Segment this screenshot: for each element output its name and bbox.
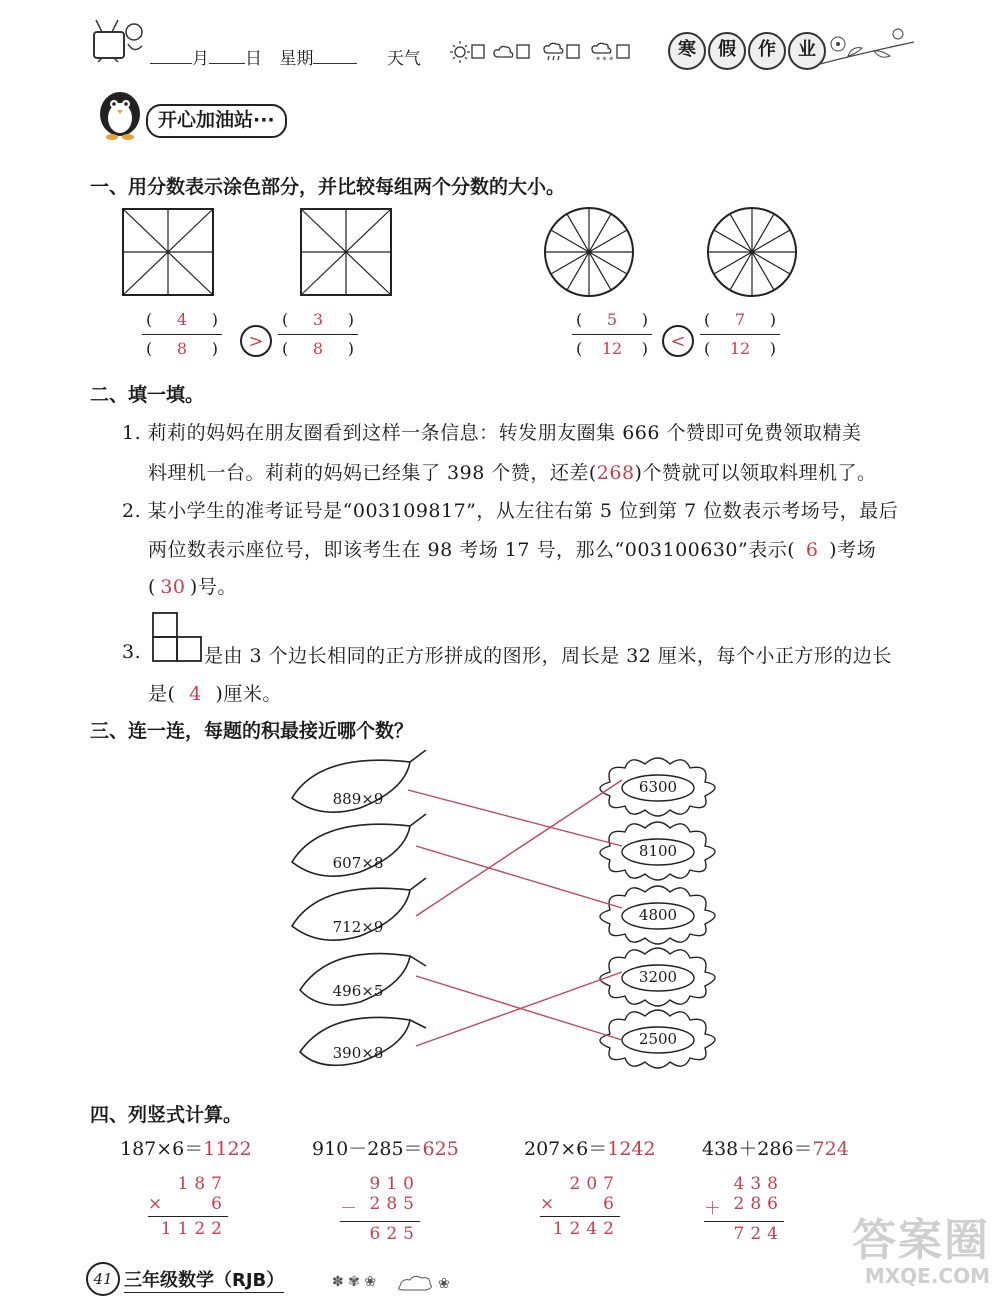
banner-title: 开心加油站···: [146, 104, 287, 138]
leaf-label-4: 496×5: [332, 982, 384, 1000]
calc-expr-1: 187×6＝1122: [120, 1138, 252, 1160]
q3-number: 3.: [122, 641, 142, 663]
brand-char-3: 作: [748, 32, 786, 70]
fraction-1a: ( 4 ) ( 8 ): [142, 310, 222, 358]
fraction-2b: ( 7 ) ( 12 ): [700, 310, 780, 358]
q1-line1: 1. 莉莉的妈妈在朋友圈看到这样一条信息：转发朋友圈集 666 个赞即可免费领取精美: [122, 422, 862, 444]
footer-decoration-icon: [330, 1268, 460, 1294]
calc-expr-2: 910－285＝625: [312, 1138, 459, 1160]
watermark-url: MXQE.COM: [864, 1264, 990, 1288]
flower-label-3: 4800: [638, 906, 678, 924]
date-line: 月 日 星期 天气: [150, 44, 421, 69]
q2-answer-1: 6: [805, 539, 819, 561]
leaf-label-5: 390×8: [332, 1044, 384, 1062]
fraction-2a: ( 5 ) ( 12 ): [572, 310, 652, 358]
watermark-logo: [800, 1204, 990, 1288]
vertical-calc-4: 438 ＋ 286 724: [704, 1174, 784, 1244]
calc-expr-4: 438＋286＝724: [702, 1138, 849, 1160]
flower-label-2: 8100: [638, 842, 678, 860]
vertical-calc-2: 910 － 285 625: [340, 1174, 420, 1244]
q2-line1: 2. 某小学生的准考证号是“003109817”，从左往右第 5 位到第 7 位数表示考场号，最后: [122, 500, 899, 522]
flower-label-5: 2500: [638, 1030, 678, 1048]
section1-title: 一、用分数表示涂色部分，并比较每组两个分数的大小。: [90, 176, 566, 198]
cloudy-icon: [494, 45, 529, 58]
brand-stamp: [668, 32, 826, 70]
q3-line2: 是( 4 )厘米。: [148, 683, 282, 705]
rainy-icon: [544, 43, 579, 60]
leaf-label-2: 607×8: [332, 854, 384, 872]
section2-title: 二、填一填。: [90, 384, 205, 406]
leaf-label-1: 889×9: [332, 790, 384, 808]
q3-line1: 是由 3 个边长相同的正方形拼成的图形，周长是 32 厘米，每个小正方形的边长: [204, 645, 892, 667]
sunny-icon: [450, 41, 484, 63]
match-line-889x9: [408, 790, 622, 846]
flower-label-4: 3200: [638, 968, 678, 986]
brand-char-1: 寒: [668, 32, 706, 70]
svg-text:* * *: * * *: [596, 56, 614, 64]
vertical-calc-3: 207 × 6 1242: [540, 1174, 620, 1239]
q1-answer: 268: [596, 462, 635, 484]
tv-mascot-icon: [88, 14, 148, 70]
svg-text:❀: ❀: [438, 1276, 450, 1292]
brand-char-2: 假: [708, 32, 746, 70]
calc-expr-3: 207×6＝1242: [524, 1138, 656, 1160]
compare-symbol-1: >: [240, 325, 272, 357]
section4-title: 四、列竖式计算。: [90, 1104, 243, 1126]
page-number: 41: [93, 1270, 113, 1288]
match-line-496x5: [416, 976, 622, 1040]
q2-line3: ( 30 )号。: [148, 576, 237, 598]
circle-figure-1: [543, 206, 635, 302]
flower-label-1: 6300: [638, 778, 678, 796]
vertical-calc-1: 187 × 6 1122: [148, 1174, 228, 1239]
svg-text:✽ ✾ ❀: ✽ ✾ ❀: [332, 1274, 377, 1290]
square-figure-1: [122, 208, 214, 300]
fraction-1b: ( 3 ) ( 8 ): [278, 310, 358, 358]
weather-icons: [450, 40, 640, 64]
q1-line2: 料理机一台。莉莉的妈妈已经集了 398 个赞，还差(268)个赞就可以领取料理机了。: [148, 462, 877, 484]
match-line-607x8: [416, 846, 622, 908]
leaf-label-3: 712×9: [332, 918, 384, 936]
circle-figure-2: [706, 206, 798, 302]
compare-symbol-2: <: [662, 325, 694, 357]
page-number-badge: [86, 1262, 120, 1296]
match-line-390x8: [416, 972, 622, 1046]
penguin-mascot-icon: [92, 82, 148, 140]
snowy-icon: [592, 43, 629, 64]
brand-char-4: 业: [788, 32, 826, 70]
l-shape-figure: [152, 612, 204, 666]
section3-title: 三、连一连，每题的积最接近哪个数？: [90, 720, 414, 742]
square-figure-2: [300, 208, 392, 300]
flower-branch-icon: [818, 24, 918, 70]
q2-line2: 两位数表示座位号，即该考生在 98 考场 17 号，那么“003100630”表示( 6 )考场: [148, 539, 877, 561]
q3-answer: 4: [189, 683, 202, 705]
q2-answer-2: 30: [160, 576, 186, 598]
watermark-cn: 答案圈: [852, 1215, 990, 1266]
book-title: 三年级数学（RJB）: [124, 1266, 284, 1293]
